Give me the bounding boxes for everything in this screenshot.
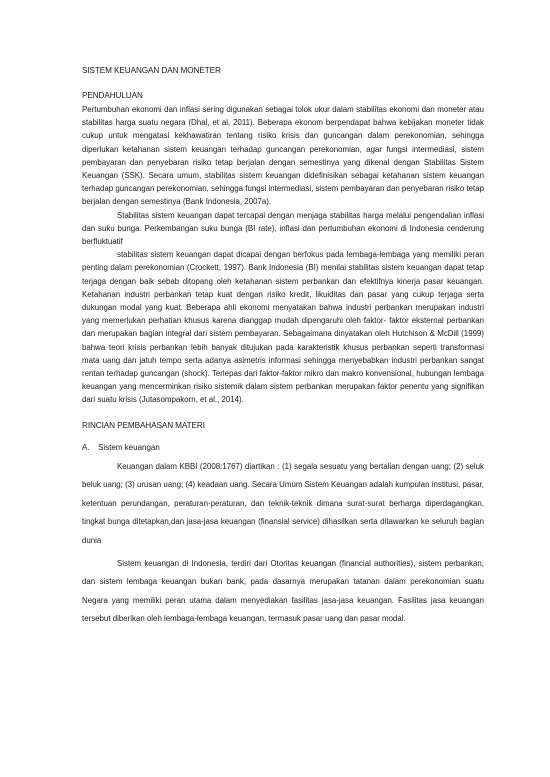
section-heading-rincian: RINCIAN PEMBAHASAN MATERI — [82, 420, 205, 430]
document-title: SISTEM KEUANGAN DAN MONETER — [82, 66, 221, 75]
subsection-letter: A. — [82, 442, 90, 452]
paragraph-intro-1: Pertumbuhan ekonomi dan inflasi sering digunakan sebagai tolok ukur dalam stabilitas ekonomi dan moneter atau stabilitas harga suatu negara (Dhal, et al, 2011). Beberapa ekonom berpendapat bahwa kebijakan moneter tidak cukup untuk mengatasi kekhawatiran tentang risiko krisis dan guncangan dalam perekonomian, sehingga diperlukan ketahanan sistem keuangan terhadap guncangan perekonomian, agar fungsi intermediasi, sistem pembayaran dan penyebaran risiko tetap berjalan dengan semestinya yang dikenal dengan Stabilitas Sistem Keuangan (SSK). Secara umum, stabilitas sistem keuangan didefinisikan sebagai ketahanan sistem keuangan terhadap guncangan perekonomian, sehingga fungsi intermediasi, sistem pembayaran dan penyebaran risiko tetap berjalan dengan semestinya (Bank Indonesia, 2007a). — [82, 105, 484, 207]
subsection-heading — [82, 443, 484, 452]
paragraph-intro-2: Stabilitas sistem keuangan dapat tercapai dengan menjaga stabilitas harga melalui pengendalian inflasi dan suku bunga. Perkembangan suku bunga (BI rate), inflasi dan pertumbuhan ekonomi di Indonesia cenderung berfluktuatif — [82, 210, 484, 247]
paragraph-intro-3: stabilitas sistem keuangan dapat dicapai dengan berfokus pada lembaga-lembaga yang memiliki peran penting dalam perekonomian (Crockett, 1997). Bank Indonesia (BI) menilai stabilitas sistem keuangan dapat tetap terjaga dengan baik sebab ditopang oleh ketahanan sistem perbankan dan efektifnya kinerja pasar keuangan. Ketahanan industri perbankan tetap kuat dengan risiko kredit, likuiditas dan pasar yang cukup terjaga serta dukungan modal yang kuat. Beberapa ahli ekonomi menyatakan bahwa industri perbankan merupakan industri yang memerlukan perhatian khusus karena dianggap mudah dipengaruhi oleh faktor- faktor eksternal perbankan dan merupakan bagian integral dari sistem pembayaran. Sebagaimana dinyatakan oleh Hutchison & McDill (1999) bahwa teori krisis perbankan lebih banyak ditujukan pada karakteristik khusus perbankan seperti transformasi mata uang dan jatuh tempo serta adanya asimetris informasi sehingga menyebabkan industri perbankan sangat rentan terhadap guncangan (shock). Terlepas dari faktor-faktor mikro dan makro konvensional, hubungan lembaga keuangan yang mencerminkan risiko sistemik dalam sistem perbankan merupakan faktor penentu yang signifikan dari suatu krisis (Jutasompakorn, et al., 2014). — [82, 250, 484, 405]
subsection-body — [82, 458, 484, 629]
subsection-title: Sistem keuangan — [98, 442, 160, 452]
section-heading-pendahuluan: PENDAHULUAN — [82, 91, 143, 100]
paragraph-keuangan-2: Sistem keuangan di Indonesia, terdiri dari Otoritas keuangan (financial authorities), sistem perbankan, dan sistem lembaga keuangan bukan bank, pada dasarnya merupakan tatanan dalam perekonomian suatu Negara yang memiliki peran utama dalam menyediakan fasilitas jasa-jasa keuangan. Fasilitas jasa keuangan tersebut diberikan oleh lembaga-lembaga keuangan, termasuk pasar uang dan pasar modal. — [82, 558, 484, 624]
paragraph-keuangan-1: Keuangan dalam KBBI (2008:1767) diartikan : (1) segala sesuatu yang bertalian dengan uang; (2) seluk beluk uang; (3) urusan uang; (4) keadaan uang. Secara Umum Sistem Keuangan adalah kumpulan institusi, pasar, ketentuan perundangan, peraturan-peraturan, dan teknik-teknik dimana surat-surat berharga diperdagangkan, tingkat bunga ditetapkan,dan jasa-jasa keuangan (finansial service) dihasilkan serta ditawarkan ke seluruh bagian dunia — [82, 461, 484, 546]
